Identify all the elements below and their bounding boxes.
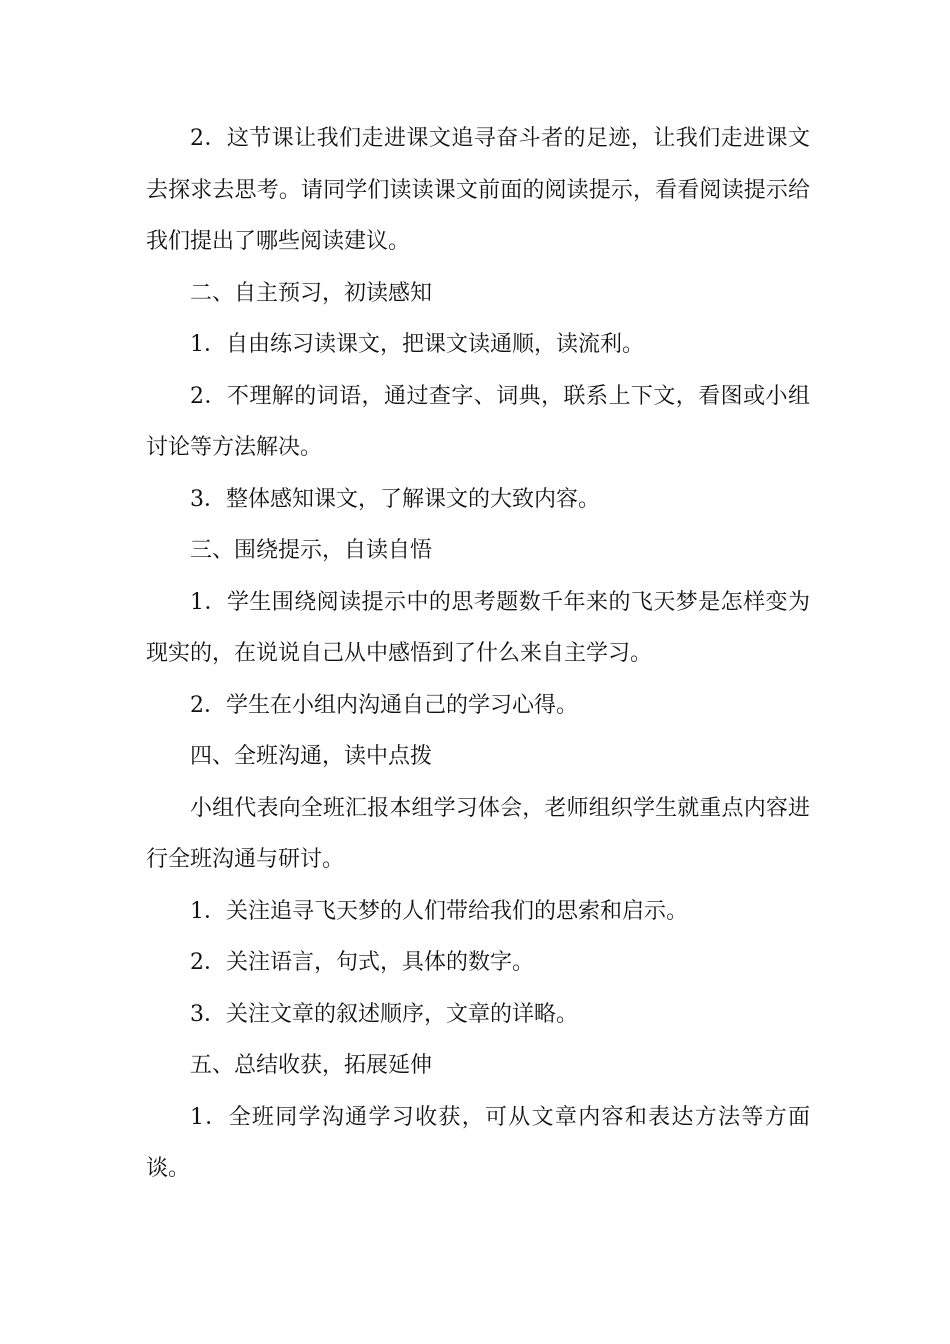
section-heading: 二、自主预习，初读感知 (190, 280, 433, 306)
section-heading: 三、围绕提示，自读自悟 (190, 538, 433, 563)
section-heading: 四、全班沟通，读中点拨 (190, 744, 433, 769)
paragraph: 2．学生在小组内沟通自己的学习心得。 (190, 692, 578, 718)
paragraph: 2．关注语言，句式，具体的数字。 (190, 950, 534, 975)
paragraph: 1．关注追寻飞天梦的人们带给我们的思索和启示。 (190, 898, 688, 924)
document-body (146, 113, 810, 1195)
paragraph: 1．学生围绕阅读提示中的思考题数千年来的飞天梦是怎样变为现实的，在说说自己从中感悟到了什么来自主学习。 (146, 589, 810, 666)
paragraph: 3．整体感知课文，了解课文的大致内容。 (190, 486, 600, 512)
paragraph: 1．全班同学沟通学习收获，可从文章内容和表达方法等方面谈。 (146, 1104, 810, 1181)
paragraph: 2．这节课让我们走进课文追寻奋斗者的足迹，让我们走进课文去探求去思考。请同学们读读课文前面的阅读提示，看看阅读提示给我们提出了哪些阅读建议。 (146, 126, 810, 254)
paragraph: 1．自由练习读课文，把课文读通顺，读流利。 (190, 332, 644, 357)
paragraph: 小组代表向全班汇报本组学习体会，老师组织学生就重点内容进行全班沟通与研讨。 (146, 795, 810, 872)
paragraph: 3．关注文章的叙述顺序，文章的详略。 (190, 1001, 578, 1027)
section-heading: 五、总结收获，拓展延伸 (190, 1053, 433, 1078)
paragraph: 2．不理解的词语，通过查字、词典，联系上下文，看图或小组讨论等方法解决。 (146, 383, 810, 460)
